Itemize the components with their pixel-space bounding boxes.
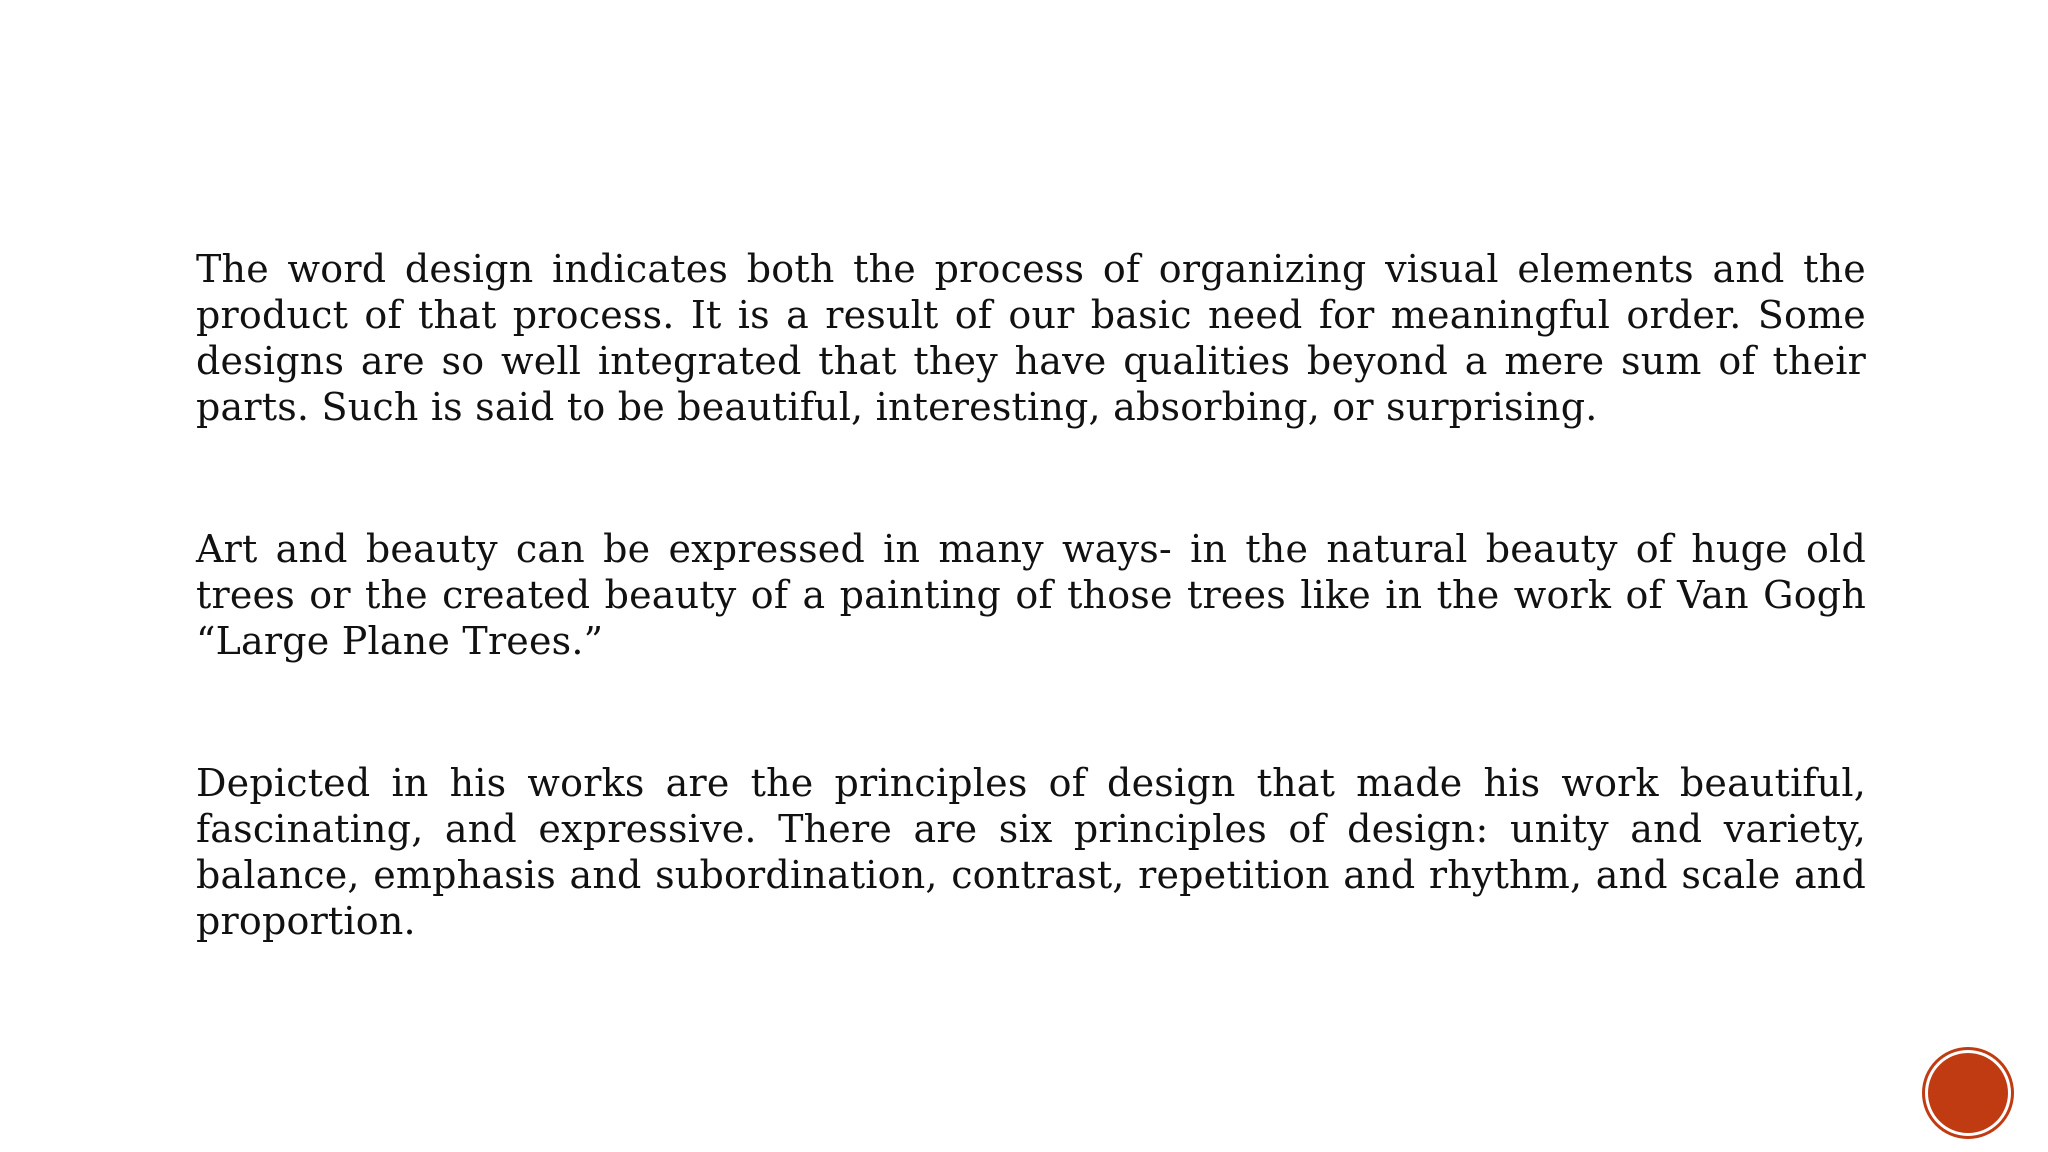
slide-body	[196, 246, 1866, 944]
paragraph-art-and-beauty: Art and beauty can be expressed in many ways- in the natural beauty of huge old trees or the created beauty of a painting of those trees like in the work of Van Gogh “Large Plane Trees.”	[196, 527, 1866, 663]
accent-circle-icon	[1928, 1053, 2008, 1133]
paragraph-principles-of-design: Depicted in his works are the principles of design that made his work beautiful, fascinating, and expressive. There are six principles of design: unity and variety, balance, emphasis and subordination, contrast, repetition and rhythm, and scale and proportion.	[196, 761, 1866, 943]
paragraph-design-definition: The word design indicates both the process of organizing visual elements and the product of that process. It is a result of our basic need for meaningful order. Some designs are so well integrated that they have qualities beyond a mere sum of their parts. Such is said to be beautiful, interesting, absorbing, or surprising.	[196, 247, 1866, 429]
